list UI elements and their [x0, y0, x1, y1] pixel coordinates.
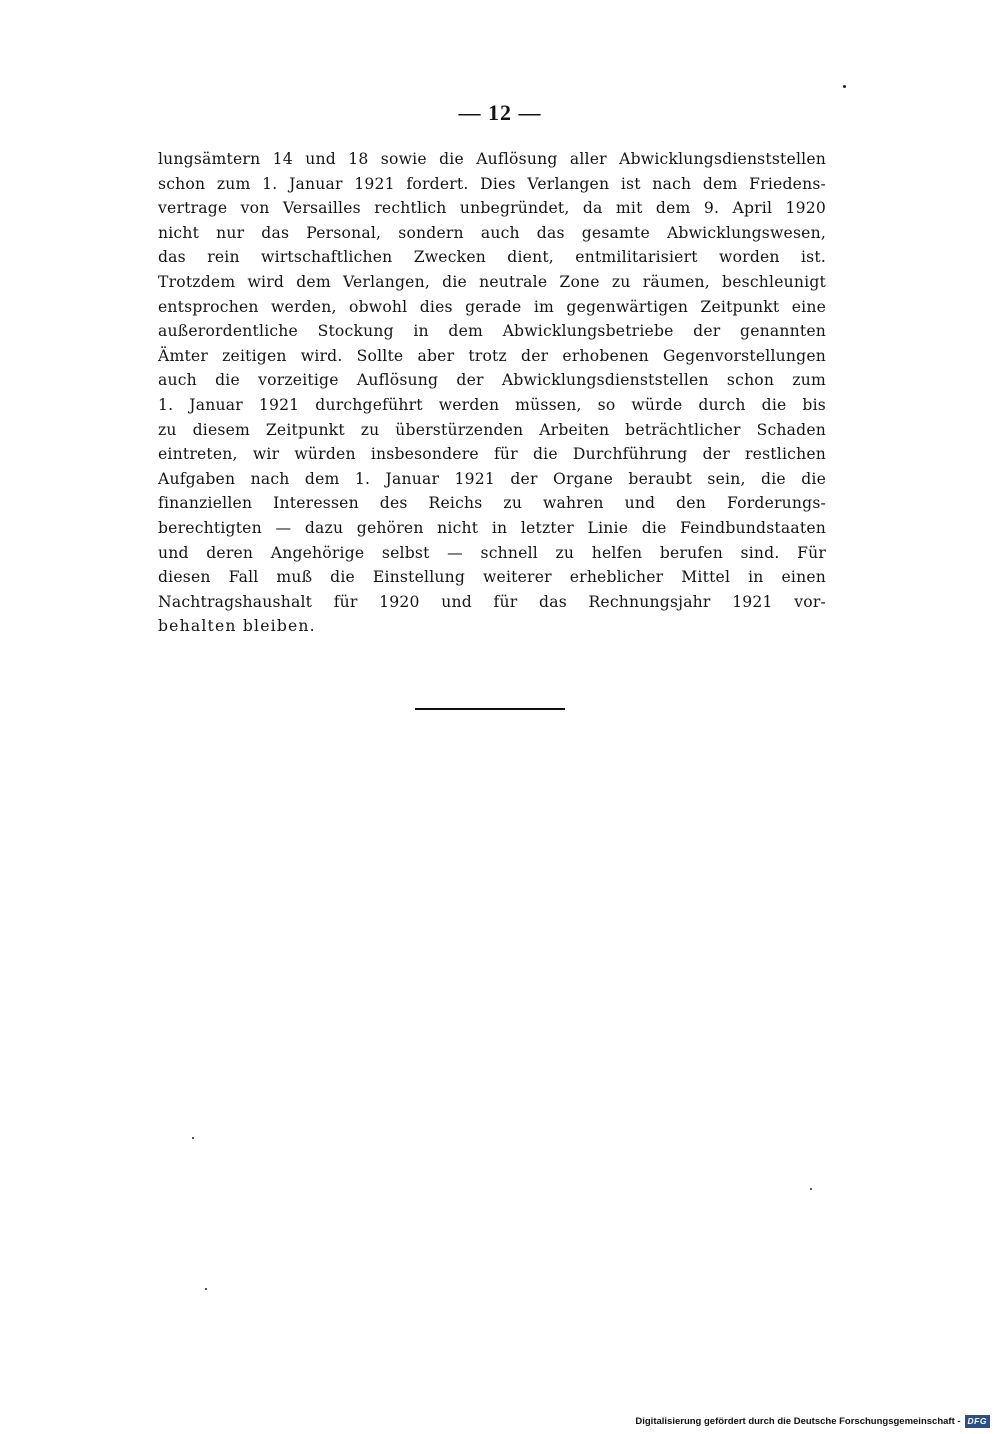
- text-line: außerordentliche Stockung in dem Abwicklungsbetriebe der genannten: [158, 322, 826, 341]
- stray-mark: [843, 85, 846, 88]
- text-line: behalten bleiben.: [158, 617, 316, 636]
- text-line: lungsämtern 14 und 18 sowie die Auflösung aller Abwicklungsdienststellen: [158, 150, 826, 168]
- text-line: schon zum 1. Januar 1921 fordert. Dies Verlangen ist nach dem Friedens-: [158, 174, 826, 193]
- text-line: nicht nur das Personal, sondern auch das gesamte Abwicklungswesen,: [158, 223, 826, 242]
- text-line: 1. Januar 1921 durchgeführt werden müssen, so würde durch die bis: [158, 395, 826, 414]
- text-line: Ämter zeitigen wird. Sollte aber trotz der erhobenen Gegenvorstellungen: [158, 346, 826, 365]
- text-line: berechtigten — dazu gehören nicht in letzter Linie die Feindbundstaaten: [158, 518, 826, 537]
- text-line: Aufgaben nach dem 1. Januar 1921 der Organe beraubt sein, die die: [158, 469, 826, 488]
- dfg-logo: DFG: [965, 1415, 990, 1428]
- body-paragraph: [158, 147, 826, 639]
- section-divider: [415, 708, 565, 710]
- page-number: — 12 —: [458, 100, 542, 125]
- footer-text: Digitalisierung gefördert durch die Deutsche Forschungsgemeinschaft -: [635, 1416, 961, 1427]
- text-line: und deren Angehörige selbst — schnell zu helfen berufen sind. Für: [158, 543, 826, 562]
- text-line: zu diesem Zeitpunkt zu überstürzenden Arbeiten beträchtlicher Schaden: [158, 420, 826, 439]
- text-line: finanziellen Interessen des Reichs zu wahren und den Forderungs-: [158, 494, 826, 513]
- stray-mark: [192, 1137, 194, 1139]
- text-line: eintreten, wir würden insbesondere für die Durchführung der restlichen: [158, 445, 826, 464]
- text-line: Trotzdem wird dem Verlangen, die neutrale Zone zu räumen, beschleunigt: [158, 272, 826, 291]
- text-line: Nachtragshaushalt für 1920 und für das Rechnungsjahr 1921 vor-: [158, 592, 826, 611]
- text-line: auch die vorzeitige Auflösung der Abwicklungsdienststellen schon zum: [158, 371, 826, 390]
- text-line: diesen Fall muß die Einstellung weiterer erheblicher Mittel in einen: [158, 568, 826, 587]
- stray-mark: [810, 1188, 812, 1190]
- digitization-footer: [635, 1415, 990, 1428]
- text-line: das rein wirtschaftlichen Zwecken dient, entmilitarisiert worden ist.: [158, 248, 826, 267]
- text-line: vertrage von Versailles rechtlich unbegründet, da mit dem 9. April 1920: [158, 199, 826, 218]
- text-line: entsprochen werden, obwohl dies gerade im gegenwärtigen Zeitpunkt eine: [158, 297, 826, 316]
- stray-mark: [205, 1288, 207, 1290]
